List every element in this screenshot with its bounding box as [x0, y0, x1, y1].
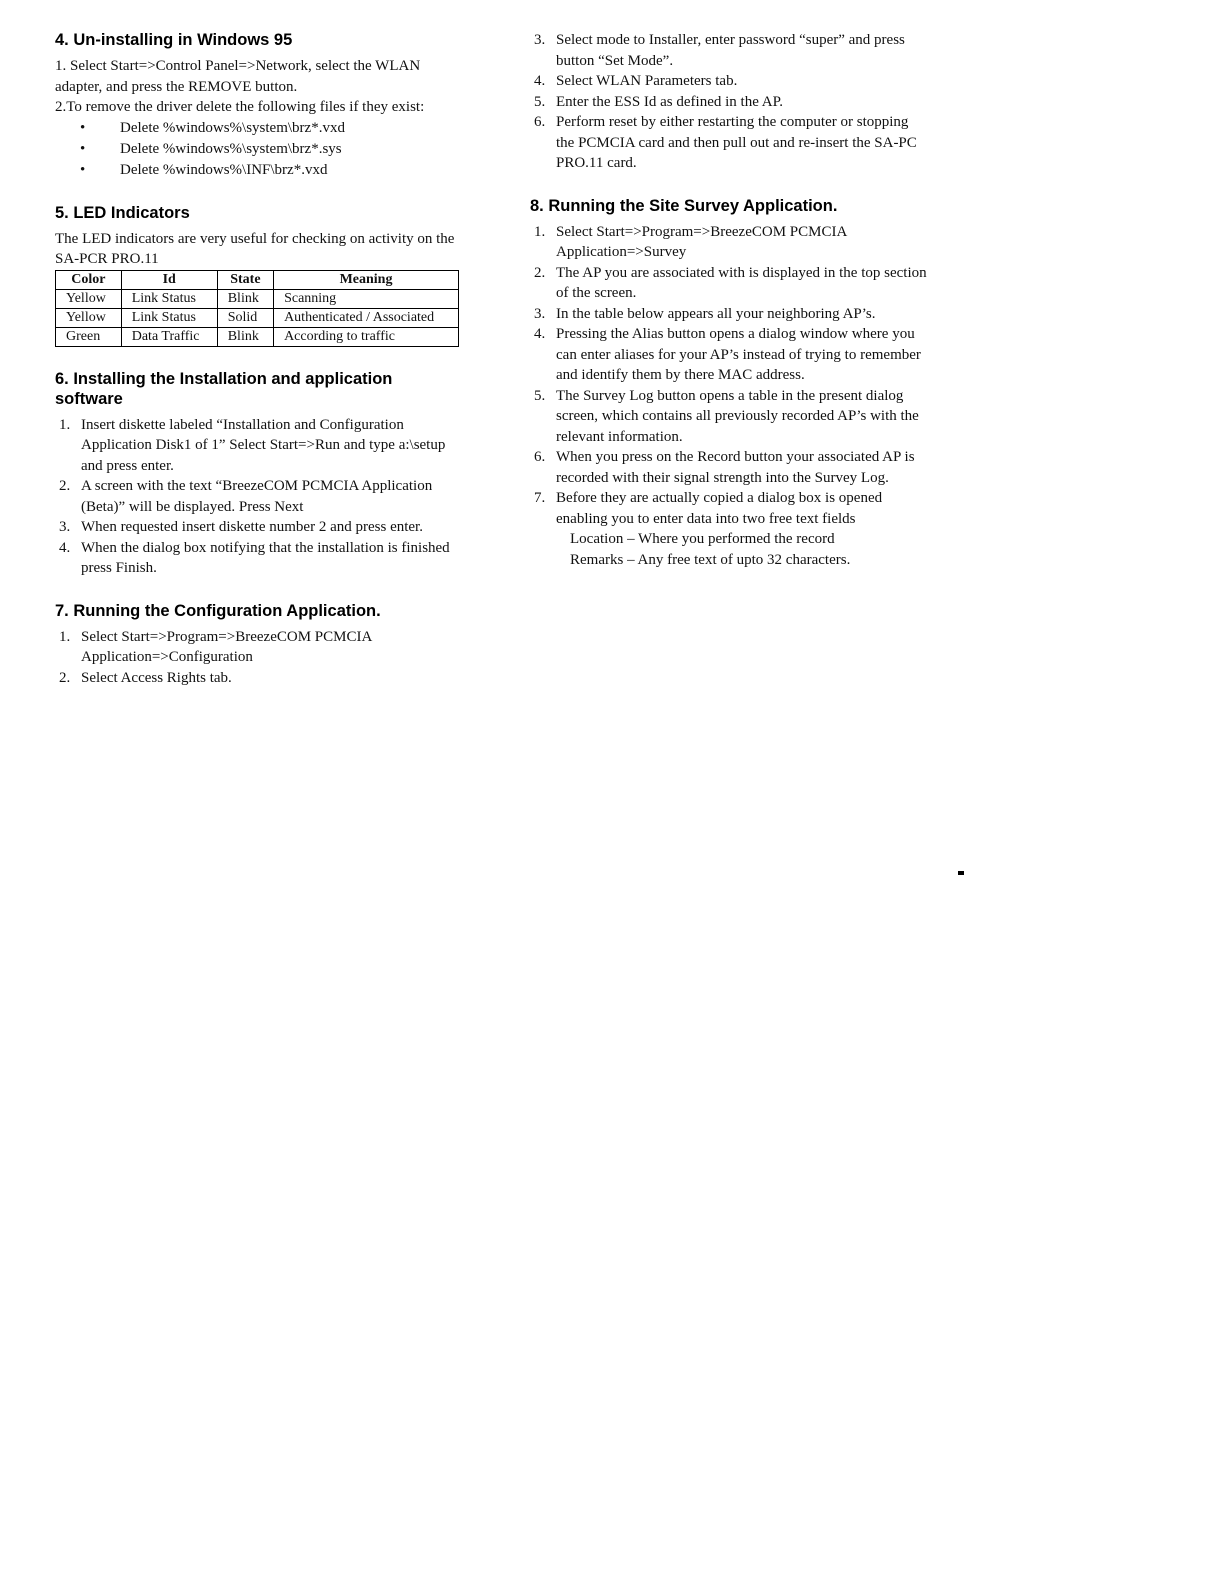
list-item: 5. The Survey Log button opens a table in the present dialog screen, which contains all previously recorded AP’s with the relevant information.: [534, 387, 919, 445]
section-heading: 4. Un-installing in Windows 95: [55, 31, 293, 49]
steps-list: [530, 30, 930, 174]
list-item: 3. In the table below appears all your neighboring AP’s.: [534, 305, 876, 322]
steps-list: [55, 627, 455, 689]
bullet-icon: •: [80, 161, 86, 178]
list-item: 2. The AP you are associated with is displayed in the top section of the screen.: [534, 264, 927, 301]
steps-list: [55, 415, 455, 579]
table-row: [56, 327, 459, 346]
list-item: 2. A screen with the text “BreezeCOM PCMCIA Application (Beta)” will be displayed. Press Next: [59, 478, 433, 515]
list-item: 4. Select WLAN Parameters tab.: [534, 73, 738, 89]
list-item: 6. Perform reset by either restarting the computer or stopping the PCMCIA card and then pull out and re-insert the SA-PC PRO.11 card.: [534, 114, 917, 171]
list-item: 1. Select Start=>Program=>BreezeCOM PCMCIA Application=>Survey: [534, 223, 847, 260]
steps-list: [530, 222, 930, 530]
section-configuration-continued: [530, 30, 930, 174]
section-site-survey: [530, 196, 930, 571]
text-field-note: Location – Where you performed the record: [570, 531, 835, 547]
list-item: 3. When requested insert diskette number 2 and press enter.: [59, 519, 423, 535]
list-item: 1. Insert diskette labeled “Installation and Configuration Application Disk1 of 1” Select Start=>Run and type a:\setup and press enter.: [59, 416, 446, 474]
column-header: State: [217, 270, 273, 289]
table-cell: Link Status: [121, 308, 217, 327]
table-cell: Data Traffic: [121, 327, 217, 346]
paragraph: 2.To remove the driver delete the following files if they exist:: [55, 99, 425, 115]
list-item: 5. Enter the ESS Id as defined in the AP.: [534, 93, 784, 110]
table-cell: Link Status: [121, 289, 217, 308]
list-item: • Delete %windows%\system\brz*.vxd: [80, 118, 455, 139]
table-cell: Blink: [217, 289, 273, 308]
section-heading: 5. LED Indicators: [55, 203, 190, 222]
section-heading: 7. Running the Configuration Application.: [55, 601, 381, 620]
table-cell: Yellow: [56, 289, 122, 308]
list-item: 3. Select mode to Installer, enter password “super” and press button “Set Mode”.: [534, 32, 905, 69]
column-header: Color: [56, 270, 122, 289]
list-item: 4. Pressing the Alias button opens a dialog window where you can enter aliases for your AP’s instead of trying to remember and identify them by there MAC address.: [534, 326, 921, 383]
left-column: [55, 30, 455, 710]
list-item: 4. When the dialog box notifying that the installation is finished press Finish.: [59, 539, 450, 576]
list-item: • Delete %windows%\INF\brz*.vxd: [80, 160, 455, 181]
file-list: [55, 118, 455, 181]
section-heading: 6. Installing the Installation and application software: [55, 369, 393, 408]
bullet-icon: •: [80, 140, 86, 157]
list-item: 6. When you press on the Record button your associated AP is recorded with their signal strength into the Survey Log.: [534, 449, 915, 486]
bullet-icon: •: [80, 119, 86, 136]
paragraph: 1. Select Start=>Control Panel=>Network, select the WLAN adapter, and press the REMOVE button.: [55, 58, 421, 95]
column-header: Meaning: [274, 270, 459, 289]
table-header-row: [56, 270, 459, 289]
text-field-note: Remarks – Any free text of upto 32 characters.: [570, 551, 851, 568]
list-item: • Delete %windows%\system\brz*.sys: [80, 139, 455, 160]
section-heading: 8. Running the Site Survey Application.: [530, 196, 838, 215]
table-cell: Yellow: [56, 308, 122, 327]
table-cell: Green: [56, 327, 122, 346]
list-item: 1. Select Start=>Program=>BreezeCOM PCMCIA Application=>Configuration: [59, 628, 372, 665]
table-row: [56, 308, 459, 327]
right-column: [530, 30, 930, 592]
table-cell: Blink: [217, 327, 273, 346]
table-cell: Scanning: [274, 289, 459, 308]
list-item: 7. Before they are actually copied a dialog box is opened enabling you to enter data into two free text fields: [534, 490, 883, 527]
scan-mark: [958, 871, 964, 875]
table-cell: According to traffic: [274, 327, 459, 346]
table-cell: Solid: [217, 308, 273, 327]
list-item: 2. Select Access Rights tab.: [59, 669, 232, 686]
paragraph: The LED indicators are very useful for checking on activity on the SA-PCR PRO.11: [55, 230, 455, 267]
table-cell: Authenticated / Associated: [274, 308, 459, 327]
section-configuration: [55, 601, 455, 689]
section-led-indicators: [55, 203, 455, 347]
table-row: [56, 289, 459, 308]
column-header: Id: [121, 270, 217, 289]
section-uninstall: [55, 30, 455, 181]
section-installing: [55, 369, 455, 579]
led-table: [55, 270, 459, 347]
